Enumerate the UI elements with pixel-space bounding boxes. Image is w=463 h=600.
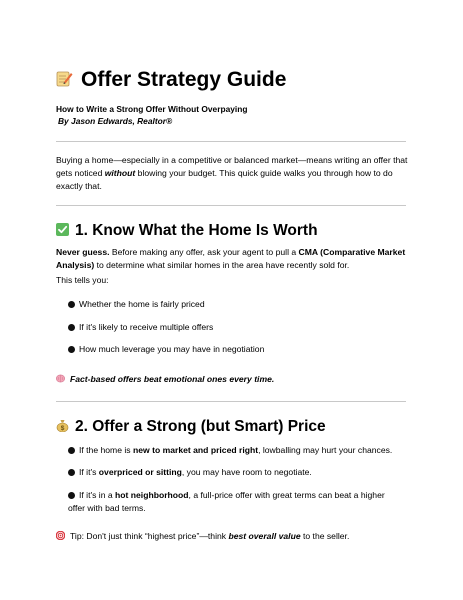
list-item-text: If it's in a — [79, 490, 116, 500]
section2-heading: 2. Offer a Strong (but Smart) Price — [75, 418, 326, 435]
svg-text:$: $ — [60, 425, 65, 432]
bullet-icon — [68, 301, 75, 308]
bullet-icon — [68, 469, 75, 476]
list-item — [68, 343, 264, 356]
list-item — [68, 489, 398, 515]
lead-bold: Never guess. — [56, 247, 110, 257]
tip-text: Tip: Don't just think “highest price”—think — [70, 531, 229, 541]
list-item-text: If the home is — [79, 445, 133, 455]
list-item — [68, 298, 205, 311]
subtitle: How to Write a Strong Offer Without Overpaying — [56, 104, 248, 114]
section1-heading-row — [56, 222, 318, 240]
target-icon — [56, 531, 65, 540]
list-item-text: Whether the home is fairly priced — [79, 299, 205, 309]
list-item — [68, 321, 213, 334]
list-item-bold: hot neighborhood — [115, 490, 189, 500]
lead-text: Before making any offer, ask your agent to pull a — [109, 247, 299, 257]
divider — [56, 141, 406, 142]
tip-row — [56, 530, 349, 543]
check-box-icon — [56, 223, 69, 236]
list-item-text: , lowballing may hurt your chances. — [258, 445, 393, 455]
bullet-icon — [68, 346, 75, 353]
list-item-bold: overpriced or sitting — [98, 467, 182, 477]
divider — [56, 401, 406, 402]
intro-text-2: blowing your budget. This quick guide walks you through how to do exactly that. — [56, 168, 393, 191]
list-item — [68, 444, 392, 457]
byline: By Jason Edwards, Realtor® — [58, 116, 173, 126]
list-item — [68, 466, 312, 479]
callout-row — [56, 373, 274, 386]
lead-end: to determine what similar homes in the area have recently sold for. — [94, 260, 350, 270]
brain-icon — [56, 374, 65, 383]
list-item-text: If it's — [79, 467, 99, 477]
section2-heading-row — [56, 418, 326, 436]
money-bag-icon — [56, 419, 69, 432]
memo-icon — [56, 69, 73, 86]
list-item-text: If it's likely to receive multiple offers — [79, 322, 214, 332]
intro-paragraph — [56, 154, 408, 193]
tip-text-end: to the seller. — [300, 531, 350, 541]
list-item-text: , a full-price offer with great terms can beat a higher offer with bad terms. — [68, 490, 385, 513]
section1-heading: 1. Know What the Home Is Worth — [75, 222, 318, 239]
page-title-row — [56, 68, 286, 92]
intro-emphasis: without — [104, 168, 136, 178]
bullet-icon — [68, 447, 75, 454]
bullet-icon — [68, 492, 75, 499]
tells-you-label: This tells you: — [56, 275, 109, 285]
list-item-text: , you may have room to negotiate. — [181, 467, 312, 477]
divider — [56, 205, 406, 206]
intro-text-1: Buying a home—especially in a competitive or balanced market—means writing an offer that gets noticed — [56, 155, 408, 178]
section1-lead — [56, 246, 406, 272]
bullet-icon — [68, 324, 75, 331]
list-item-bold: new to market and priced right — [132, 445, 259, 455]
tip-bold: best overall value — [228, 531, 301, 541]
lead-cma: CMA (Comparative Market Analysis) — [56, 247, 406, 270]
callout-text: Fact-based offers beat emotional ones every time. — [70, 374, 275, 384]
page-title: Offer Strategy Guide — [81, 68, 287, 91]
list-item-text: How much leverage you may have in negotiation — [79, 344, 265, 354]
